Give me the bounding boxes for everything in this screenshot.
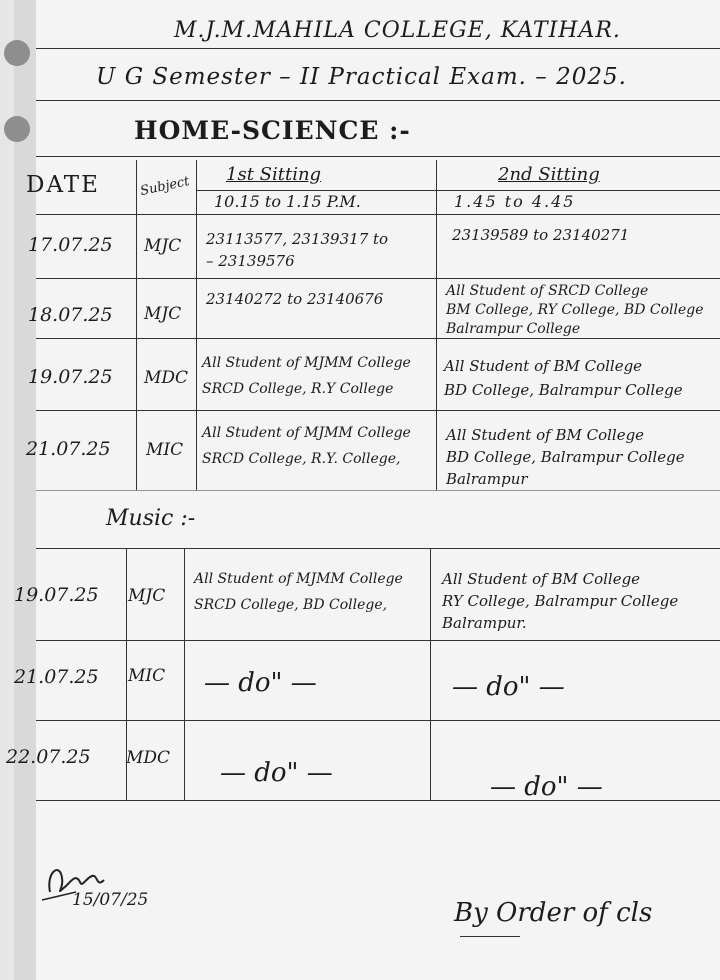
order-text: By Order of cls (454, 898, 653, 928)
row-subject: MIC (146, 440, 184, 460)
ruled-line (36, 548, 720, 549)
ditto-mark: — do" — (452, 672, 565, 702)
grid-line (436, 160, 437, 490)
binder-margin (14, 0, 36, 980)
section-music: Music :- (106, 506, 196, 531)
ruled-line (36, 490, 720, 491)
row-subject: MDC (126, 748, 171, 768)
ditto-mark: — do" — (204, 668, 317, 698)
column-first-sitting: 1st Sitting (226, 164, 322, 185)
row-date: 21.07.25 (26, 438, 111, 460)
ruled-line (36, 800, 720, 801)
row-second-sitting: All Student of BM College RY College, Balrampur College Balrampur. (442, 570, 679, 632)
row-second-sitting: All Student of BM College BD College, Balrampur College Balrampur (446, 426, 685, 488)
column-subject: Subject (138, 173, 191, 200)
row-first-sitting: All Student of MJMM College SRCD College, R.Y. College, (202, 425, 411, 467)
signature-date: 15/07/25 (72, 890, 149, 910)
ruled-line (36, 100, 720, 101)
ruled-line (36, 156, 720, 157)
binder-hole (4, 116, 30, 142)
row-date: 17.07.25 (28, 234, 113, 256)
row-date: 21.07.25 (14, 666, 99, 688)
ditto-mark: — do" — (490, 772, 603, 802)
row-date: 18.07.25 (28, 304, 113, 326)
row-first-sitting: All Student of MJMM College SRCD College, BD College, (194, 571, 403, 613)
row-subject: MJC (128, 586, 166, 606)
row-first-sitting: 23113577, 23139317 to – 23139576 (206, 230, 389, 270)
row-second-sitting: All Student of SRCD College BM College, RY College, BD College Balrampur College (446, 283, 704, 337)
exam-title: U G Semester – II Practical Exam. – 2025. (96, 64, 627, 90)
binder-hole (4, 40, 30, 66)
exam-notice-page (6, 0, 720, 980)
ruled-line (36, 48, 720, 49)
row-subject: MJC (144, 236, 182, 256)
column-date: DATE (26, 172, 100, 198)
ruled-line (36, 640, 720, 641)
row-first-sitting: All Student of MJMM College SRCD College, R.Y College (202, 355, 411, 397)
section-home-science: HOME-SCIENCE :- (134, 116, 411, 145)
column-second-time: 1.45 to 4.45 (454, 192, 576, 211)
ditto-mark: — do" — (220, 758, 333, 788)
row-second-sitting: 23139589 to 23140271 (452, 226, 630, 244)
row-first-sitting: 23140272 to 23140676 (206, 290, 384, 308)
row-subject: MJC (144, 304, 182, 324)
grid-line (184, 548, 185, 800)
ruled-line (36, 720, 720, 721)
column-first-time: 10.15 to 1.15 P.M. (214, 192, 361, 211)
row-date: 22.07.25 (6, 746, 91, 768)
college-name: M.J.M.MAHILA COLLEGE, KATIHAR. (174, 18, 621, 43)
row-second-sitting: All Student of BM College BD College, Balrampur College (444, 357, 683, 399)
grid-line (430, 548, 431, 800)
column-second-sitting: 2nd Sitting (498, 164, 600, 185)
row-date: 19.07.25 (14, 584, 99, 606)
grid-line (136, 160, 137, 490)
row-subject: MIC (128, 666, 166, 686)
grid-line (36, 214, 720, 215)
grid-line (36, 278, 720, 279)
underline-stroke (460, 936, 520, 937)
row-date: 19.07.25 (28, 366, 113, 388)
row-subject: MDC (144, 368, 189, 388)
grid-line (36, 410, 720, 411)
grid-line (196, 160, 197, 490)
grid-line (196, 190, 720, 191)
